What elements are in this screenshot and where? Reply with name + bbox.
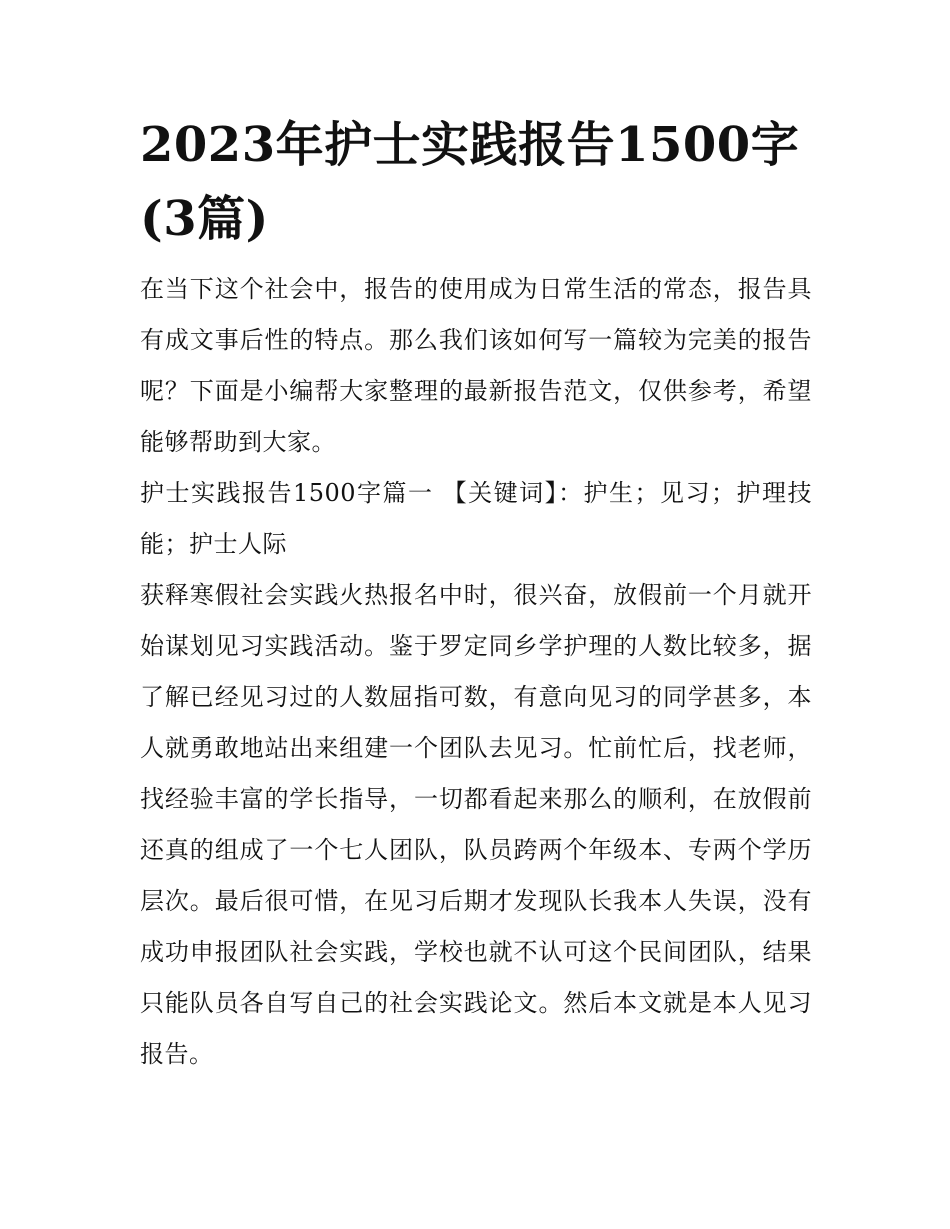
document-title: 2023年护士实践报告1500字(3篇) <box>140 117 800 247</box>
document-body <box>140 108 812 1080</box>
section-heading-keywords: 护士实践报告1500字篇一 【关键词】：护生；见习；护理技能；护士人际 <box>140 479 812 558</box>
intro-paragraph: 在当下这个社会中，报告的使用成为日常生活的常态，报告具有成文事后性的特点。那么我们该如何写一篇较为完美的报告呢？下面是小编帮大家整理的最新报告范文，仅供参考，希望能够帮助到大家。 <box>140 275 812 456</box>
body-paragraph: 获释寒假社会实践火热报名中时，很兴奋，放假前一个月就开始谋划见习实践活动。鉴于罗定同乡学护理的人数比较多，据了解已经见习过的人数屈指可数，有意向见习的同学甚多，本人就勇敢地站出来组建一个团队去见习。忙前忙后，找老师，找经验丰富的学长指导，一切都看起来那么的顺利，在放假前还真的组成了一个七人团队，队员跨两个年级本、专两个学历层次。最后很可惜，在见习后期才发现队长我本人失误，没有成功申报团队社会实践，学校也就不认可这个民间团队，结果只能队员各自写自己的社会实践论文。然后本文就是本人见习报告。 <box>140 581 812 1068</box>
